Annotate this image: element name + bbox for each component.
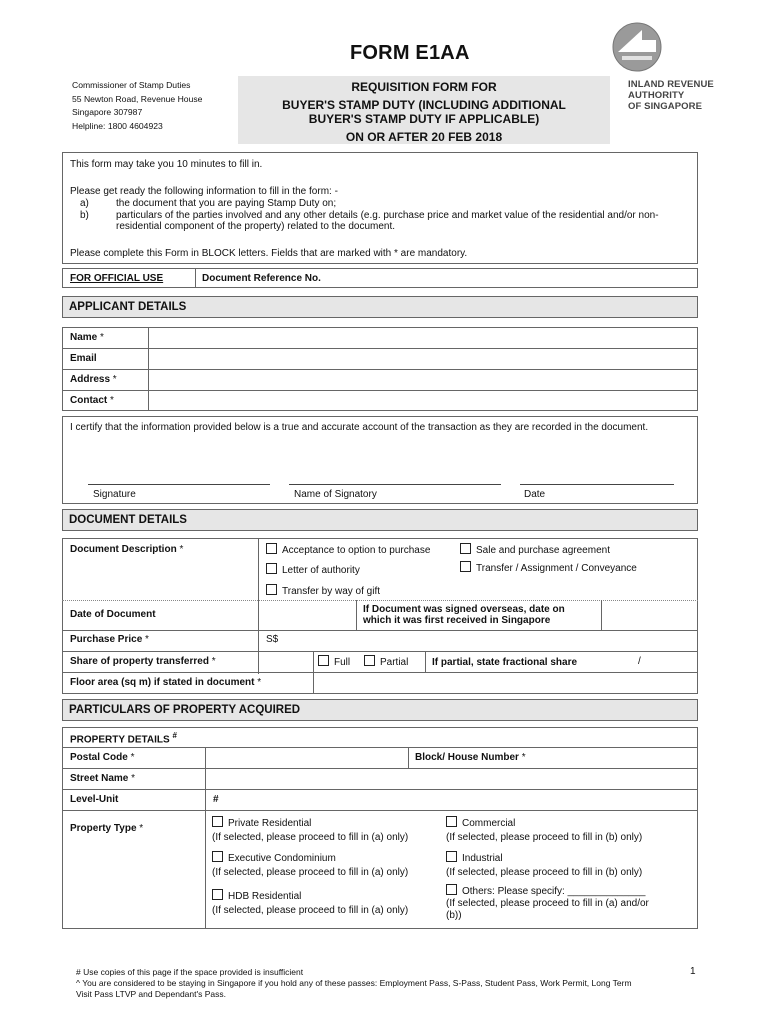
official-divider <box>195 268 196 288</box>
checkbox[interactable] <box>446 816 457 827</box>
doc-description-label: Document Description * <box>70 544 184 555</box>
contact-label: Contact * <box>70 395 114 406</box>
applicant-heading: APPLICANT DETAILS <box>62 296 698 318</box>
address-input[interactable] <box>150 370 696 389</box>
footer-notes: # Use copies of this page if the space provided is insufficient ^ You are considered to be staying in Singapore if you hold any of these passes: Employment Pass, S-Pass, Student Pass, Work Permit, Long Term Visit Pass LTVP and Dependant's Pass. <box>76 967 632 999</box>
checkbox[interactable] <box>212 851 223 862</box>
form-title: FORM E1AA <box>350 42 470 64</box>
checkbox[interactable] <box>318 655 329 666</box>
share-full[interactable]: Full <box>318 655 350 668</box>
official-use-label: FOR OFFICIAL USE <box>70 273 164 284</box>
type-hdb-residential[interactable]: HDB Residential (If selected, please proceed to fill in (a) only) <box>212 891 409 916</box>
checkbox[interactable] <box>446 884 457 895</box>
prop-row-line <box>62 810 698 811</box>
email-input[interactable] <box>150 349 696 368</box>
email-label: Email <box>70 353 97 364</box>
share-partial[interactable]: Partial <box>364 655 408 668</box>
doc-row-line <box>62 630 698 631</box>
checkbox[interactable] <box>446 851 457 862</box>
prepare-note: Please get ready the following information to fill in the form: - <box>70 186 338 197</box>
type-executive-condominium[interactable]: Executive Condominium (If selected, please proceed to fill in (a) only) <box>212 853 409 878</box>
doc-row-line <box>62 651 698 652</box>
opt-gift[interactable]: Transfer by way of gift <box>266 584 380 597</box>
property-type-label: Property Type * <box>70 823 144 834</box>
purchase-price-input[interactable]: S$ <box>266 634 279 645</box>
document-heading: DOCUMENT DETAILS <box>62 509 698 531</box>
doc-ref-label: Document Reference No. <box>202 273 321 284</box>
item-a: the document that you are paying Stamp Duty on; <box>116 198 337 209</box>
date-of-doc-label: Date of Document <box>70 609 156 620</box>
opt-acceptance[interactable]: Acceptance to option to purchase <box>266 543 430 556</box>
prop-row-line <box>62 789 698 790</box>
agency-name: INLAND REVENUE AUTHORITY OF SINGAPORE <box>628 79 714 112</box>
doc-col-divider <box>356 600 357 630</box>
contact-input[interactable] <box>150 391 696 410</box>
fraction-label: If partial, state fractional share <box>432 657 578 668</box>
signature-line[interactable] <box>88 484 270 485</box>
type-private-residential[interactable]: Private Residential (If selected, please proceed to fill in (a) only) <box>212 818 409 843</box>
checkbox[interactable] <box>364 655 375 666</box>
signatory-line[interactable] <box>289 484 501 485</box>
item-a-marker: a) <box>80 198 89 209</box>
checkbox[interactable] <box>266 563 277 574</box>
level-unit-label: Level-Unit <box>70 794 119 805</box>
iras-logo-icon <box>612 22 662 72</box>
postal-code-input[interactable] <box>206 748 407 767</box>
checkbox[interactable] <box>460 543 471 554</box>
signature-label: Signature <box>93 489 136 500</box>
item-b-marker: b) <box>80 210 89 221</box>
doc-col-divider <box>425 651 426 672</box>
floor-area-label: Floor area (sq m) if stated in document * <box>70 677 262 688</box>
certify-statement: I certify that the information provided below is a true and accurate account of the transaction as they are recorded in the document. <box>70 422 649 433</box>
opt-transfer[interactable]: Transfer / Assignment / Conveyance <box>460 561 637 574</box>
floor-area-input[interactable] <box>314 673 697 693</box>
item-b-line1: particulars of the parties involved and any other details (e.g. purchase price and market value of the residential and/or non- <box>116 210 659 221</box>
street-name-input[interactable] <box>206 769 697 788</box>
street-name-label: Street Name * <box>70 773 136 784</box>
fraction-input[interactable]: / <box>638 656 641 667</box>
property-heading: PARTICULARS OF PROPERTY ACQUIRED <box>62 699 698 721</box>
name-label: Name * <box>70 332 104 343</box>
prop-col-divider <box>408 747 409 768</box>
postal-code-label: Postal Code * <box>70 752 135 763</box>
checkbox[interactable] <box>266 543 277 554</box>
checkbox[interactable] <box>266 584 277 595</box>
purchase-price-label: Purchase Price * <box>70 634 149 645</box>
type-others[interactable]: Others: Please specify: ______________ (If selected, please proceed to fill in (a) and/or (b)) <box>446 886 649 921</box>
block-number-label: Block/ House Number * <box>415 752 526 763</box>
date-of-doc-input[interactable] <box>259 601 355 629</box>
stamp-duty-address: Commissioner of Stamp Duties 55 Newton Road, Revenue House Singapore 307987 Helpline: 1800 4604923 <box>72 80 203 131</box>
address-label: Address * <box>70 374 117 385</box>
share-label: Share of property transferred * <box>70 656 216 667</box>
name-input[interactable] <box>150 328 696 347</box>
time-note: This form may take you 10 minutes to fill in. <box>70 159 263 170</box>
checkbox[interactable] <box>212 816 223 827</box>
requisition-title: REQUISITION FORM FOR BUYER'S STAMP DUTY (INCLUDING ADDITIONAL BUYER'S STAMP DUTY IF APPLICABLE) ON OR AFTER 20 FEB 2018 <box>282 80 566 144</box>
property-details-label: PROPERTY DETAILS # <box>70 731 177 746</box>
date-line[interactable] <box>520 484 674 485</box>
item-b-line2: residential component of the property) related to the document. <box>116 221 396 232</box>
checkbox[interactable] <box>460 561 471 572</box>
checkbox[interactable] <box>212 889 223 900</box>
date-label: Date <box>524 489 546 500</box>
level-unit-input[interactable]: # <box>213 794 219 805</box>
type-commercial[interactable]: Commercial (If selected, please proceed to fill in (b) only) <box>446 818 643 843</box>
overseas-date-input[interactable] <box>602 601 697 629</box>
block-letters-note: Please complete this Form in BLOCK letters. Fields that are marked with * are mandatory. <box>70 248 468 259</box>
type-industrial[interactable]: Industrial (If selected, please proceed to fill in (b) only) <box>446 853 643 878</box>
signatory-label: Name of Signatory <box>294 489 377 500</box>
opt-sale[interactable]: Sale and purchase agreement <box>460 543 610 556</box>
doc-col-divider <box>258 538 259 600</box>
page-number: 1 <box>690 966 696 977</box>
opt-letter[interactable]: Letter of authority <box>266 563 360 576</box>
overseas-label: If Document was signed overseas, date on which it was first received in Singapore <box>363 604 565 626</box>
